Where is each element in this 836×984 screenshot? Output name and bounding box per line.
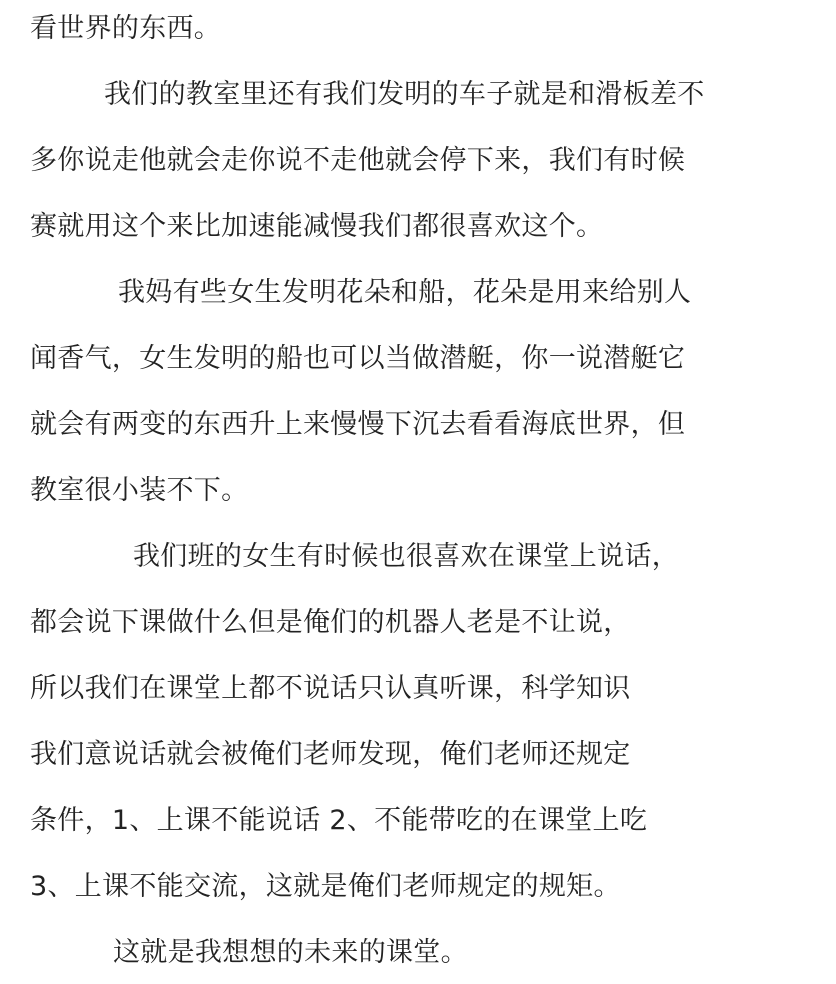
essay-line: 我们班的女生有时候也很喜欢在课堂上说话，: [133, 541, 679, 572]
essay-line: 我妈有些女生发明花朵和船，花朵是用来给别人: [118, 277, 692, 308]
essay-line: 我们意说话就会被俺们老师发现，俺们老师还规定: [30, 739, 631, 770]
essay-line: 闻香气，女生发明的船也可以当做潜艇，你一说潜艇它: [30, 343, 686, 374]
essay-line: 3、上课不能交流，这就是俺们老师规定的规矩。: [30, 871, 621, 902]
essay-line: 我们的教室里还有我们发明的车子就是和滑板差不: [104, 79, 705, 110]
essay-line: 条件，1、上课不能说话 2、不能带吃的在课堂上吃: [30, 805, 648, 836]
essay-line: 教室很小装不下。: [30, 475, 249, 506]
essay-line: 赛就用这个来比加速能减慢我们都很喜欢这个。: [30, 211, 604, 242]
essay-line: 就会有两变的东西升上来慢慢下沉去看看海底世界，但: [30, 409, 686, 440]
essay-line: 都会说下课做什么但是俺们的机器人老是不让说，: [30, 607, 631, 638]
essay-line: 看世界的东西。: [30, 13, 222, 44]
essay-line: 这就是我想想的未来的课堂。: [113, 937, 468, 968]
essay-line: 所以我们在课堂上都不说话只认真听课，科学知识: [30, 673, 631, 704]
essay-line: 多你说走他就会走你说不走他就会停下来，我们有时候: [30, 145, 686, 176]
